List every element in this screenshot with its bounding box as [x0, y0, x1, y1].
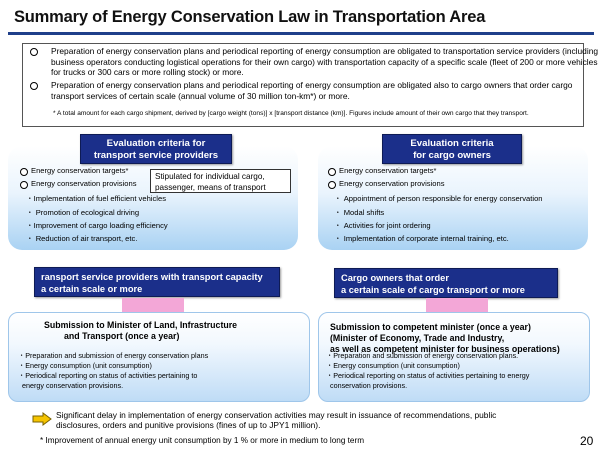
right-criteria-header-line-2: for cargo owners: [413, 149, 491, 161]
intro-paragraph-2: Preparation of energy conservation plans and periodical reporting of energy consumption are obligated also to cargo owners that order cargo transport services of certain scale (annual volume of 30 million ton-km*) or more.: [51, 80, 573, 101]
right-arrow-icon: [32, 412, 52, 426]
warning-line-2: disclosures, orders and punitive provisions (fines of up to JPY1 million).: [56, 420, 321, 431]
stipulated-callout: [150, 169, 291, 193]
left-condition-line-2: a certain scale or more: [41, 284, 143, 294]
left-criteria-item: ・Implementation of fuel efficient vehicles: [26, 194, 166, 203]
right-criteria-header-line-1: Evaluation criteria: [410, 138, 494, 149]
right-submission-item: ・Preparation and submission of energy conservation plans.: [326, 351, 519, 360]
left-criteria-header: [80, 134, 232, 164]
open-circle-bullet-icon: [328, 181, 336, 189]
open-circle-bullet-icon: [328, 168, 336, 176]
left-criteria-item: ・Improvement of cargo loading efficiency: [26, 221, 168, 230]
left-criteria-item: ・ Promotion of ecological driving: [26, 208, 140, 217]
left-criteria-item: Energy conservation provisions: [31, 179, 137, 188]
left-submission-item: ・Periodical reporting on status of activities pertaining to: [18, 371, 198, 380]
open-circle-bullet-icon: [20, 181, 28, 189]
open-circle-bullet-icon: [30, 82, 38, 90]
left-condition-box: [34, 267, 280, 297]
right-submission-item: conservation provisions.: [326, 381, 408, 390]
intro-paragraph-1: Preparation of energy conservation plans and periodical reporting of energy consumption are obligated to transportation service providers (including business operators conducting logistical operations for their own cargo) with transportation capacity of a specific scale (fleet of 200 or more vehicles for trucks or 300 cars or more rolling stock) or more.: [51, 46, 599, 78]
open-circle-bullet-icon: [20, 168, 28, 176]
left-submission-title-line-2: and Transport (once a year): [64, 330, 180, 341]
right-criteria-item: ・ Appointment of person responsible for energy conservation: [334, 194, 543, 203]
right-condition-box: [334, 268, 558, 298]
right-condition-line-2: a certain scale of cargo transport or more: [341, 285, 525, 295]
title-divider: [8, 32, 594, 35]
warning-text: [56, 410, 496, 431]
left-submission-item: energy conservation provisions.: [18, 381, 124, 390]
intro-box: [22, 43, 599, 127]
right-criteria-item: Energy conservation provisions: [339, 179, 445, 188]
callout-line-1: Stipulated for individual cargo,: [155, 172, 265, 181]
left-submission-item: ・Preparation and submission of energy conservation plans: [18, 351, 209, 360]
right-criteria-item: ・ Implementation of corporate internal training, etc.: [334, 234, 509, 243]
page-number: 20: [580, 434, 594, 448]
right-submission-item: ・Periodical reporting on status of activities pertaining to energy: [326, 371, 530, 380]
warning-line-1: Significant delay in implementation of energy conservation activities may result in issuance of recommendations, public: [56, 410, 497, 420]
right-criteria-item: ・ Activities for joint ordering: [334, 221, 431, 230]
left-submission-title: [44, 320, 237, 342]
left-criteria-item: Energy conservation targets*: [31, 166, 129, 175]
right-submission-title-line-3: as well as competent minister for business operations): [330, 343, 560, 354]
right-condition-line-1: Cargo owners that order: [341, 273, 449, 283]
right-criteria-header: [382, 134, 522, 164]
intro-note: * A total amount for each cargo shipment, derived by [cargo weight (tons)] x [transport distance (km)]. Figures include amount of their own cargo that they transport.: [53, 110, 529, 117]
left-condition-line-1: ransport service providers with transport capacity: [41, 272, 263, 282]
right-submission-item: ・Energy consumption (unit consumption): [326, 361, 460, 370]
left-criteria-item: ・ Reduction of air transport, etc.: [26, 234, 138, 243]
left-criteria-header-line-2: transport service providers: [93, 149, 219, 161]
callout-line-2: passenger, means of transport: [155, 183, 266, 192]
right-submission-title-line-1: Submission to competent minister (once a year): [330, 322, 531, 332]
left-submission-title-line-1: Submission to Minister of Land, Infrastructure: [44, 320, 238, 330]
footnote: * Improvement of annual energy unit consumption by 1 % or more in medium to long term: [40, 436, 365, 445]
right-criteria-item: ・ Modal shifts: [334, 208, 385, 217]
right-criteria-item: Energy conservation targets*: [339, 166, 437, 175]
left-submission-item: ・Energy consumption (unit consumption): [18, 361, 152, 370]
right-submission-title: [330, 322, 560, 354]
open-circle-bullet-icon: [30, 48, 38, 56]
page-title: Summary of Energy Conservation Law in Transportation Area: [14, 8, 486, 26]
right-submission-title-line-2: (Minister of Economy, Trade and Industry,: [330, 332, 505, 343]
left-criteria-header-line-1: Evaluation criteria for: [106, 138, 206, 149]
